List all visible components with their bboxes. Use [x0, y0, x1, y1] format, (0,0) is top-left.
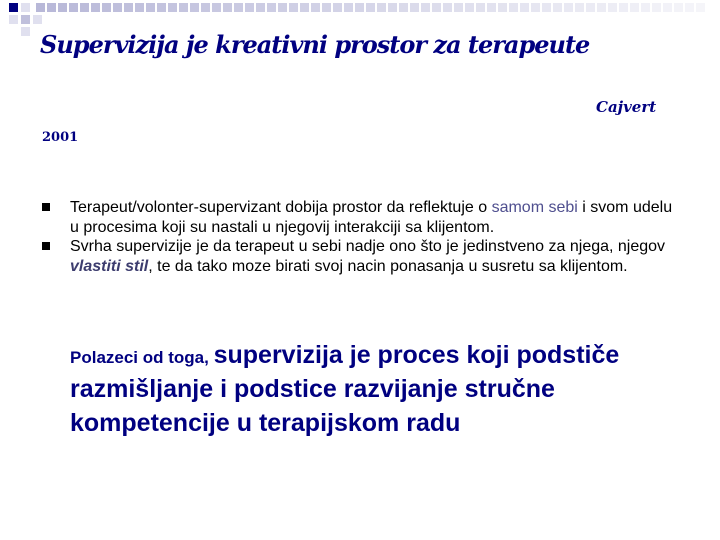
- decoration-square: [300, 3, 309, 12]
- bullet-item: [40, 237, 680, 276]
- square-bullet-icon: [42, 203, 50, 211]
- decoration-square: [212, 3, 221, 12]
- decoration-square: [630, 3, 639, 12]
- decoration-square: [476, 3, 485, 12]
- decoration-square: [289, 3, 298, 12]
- bullet1-text-start: Terapeut/volonter-supervizant dobija prostor da reflektuje o: [70, 199, 492, 216]
- decoration-square: [575, 3, 584, 12]
- decoration-square: [553, 3, 562, 12]
- decoration-square: [597, 3, 606, 12]
- decoration-square: [663, 3, 672, 12]
- conclusion-lead: Polazeci od toga,: [70, 348, 214, 367]
- bullet-item: [40, 198, 680, 237]
- decoration-square: [608, 3, 617, 12]
- conclusion-main: supervizija je proces koji podstiče razmišljanje i podstice razvijanje stručne kompetencije u terapijskom radu: [70, 341, 620, 437]
- decoration-square: [443, 3, 452, 12]
- decoration-square: [520, 3, 529, 12]
- decoration-square: [388, 3, 397, 12]
- slide-title: Supervizija je kreativni prostor za terapeute: [40, 30, 590, 59]
- decoration-square: [190, 3, 199, 12]
- decoration-square: [399, 3, 408, 12]
- decoration-square: [223, 3, 232, 12]
- decoration-square: [509, 3, 518, 12]
- decoration-square: [168, 3, 177, 12]
- bullet2-emphasis: vlastiti stil: [70, 257, 149, 275]
- decoration-square: [355, 3, 364, 12]
- decoration-square: [344, 3, 353, 12]
- decoration-square: [201, 3, 210, 12]
- decoration-square: [421, 3, 430, 12]
- decoration-square: [652, 3, 661, 12]
- author-name: Cajvert: [596, 98, 657, 116]
- square-bullet-icon: [42, 242, 50, 250]
- decoration-square: [685, 3, 694, 12]
- decoration-square: [564, 3, 573, 12]
- bullet1-text-end: i svom udelu u procesima koji su nastali u njegovij interakciji sa klijentom.: [70, 199, 673, 236]
- decoration-square: [267, 3, 276, 12]
- decoration-square: [410, 3, 419, 12]
- decoration-square: [696, 3, 705, 12]
- decoration-square: [641, 3, 650, 12]
- decoration-square: [465, 3, 474, 12]
- bullet1-highlight: samom sebi: [491, 199, 578, 216]
- decoration-square: [102, 3, 111, 12]
- decoration-square: [498, 3, 507, 12]
- decoration-square: [80, 3, 89, 12]
- decoration-square: [47, 3, 56, 12]
- decoration-square: [333, 3, 342, 12]
- decoration-square: [586, 3, 595, 12]
- decoration-square: [432, 3, 441, 12]
- decoration-square: [377, 3, 386, 12]
- decoration-square: [58, 3, 67, 12]
- decoration-square: [69, 3, 78, 12]
- bullet2-text-end: , te da tako moze birati svoj nacin ponasanja u susretu sa klijentom.: [148, 257, 628, 275]
- decoration-square: [179, 3, 188, 12]
- decoration-square: [674, 3, 683, 12]
- decoration-square: [234, 3, 243, 12]
- decoration-square: [113, 3, 122, 12]
- decoration-square: [91, 3, 100, 12]
- decoration-square: [454, 3, 463, 12]
- decoration-square: [322, 3, 331, 12]
- decoration-square: [366, 3, 375, 12]
- decoration-square: [531, 3, 540, 12]
- decoration-square: [542, 3, 551, 12]
- decoration-square: [146, 3, 155, 12]
- decoration-square: [157, 3, 166, 12]
- decoration-square: [124, 3, 133, 12]
- decoration-square: [619, 3, 628, 12]
- conclusion-statement: [70, 340, 690, 442]
- decoration-square: [135, 3, 144, 12]
- decoration-square: [311, 3, 320, 12]
- decoration-square: [256, 3, 265, 12]
- publication-year: 2001: [42, 130, 79, 145]
- decoration-square: [245, 3, 254, 12]
- decoration-square: [278, 3, 287, 12]
- bullet-list: [40, 198, 680, 276]
- decoration-square: [36, 3, 45, 12]
- bullet2-text-start: Svrha supervizije je da terapeut u sebi nadje ono što je jedinstveno za njega, njegov: [70, 238, 666, 255]
- decoration-square: [487, 3, 496, 12]
